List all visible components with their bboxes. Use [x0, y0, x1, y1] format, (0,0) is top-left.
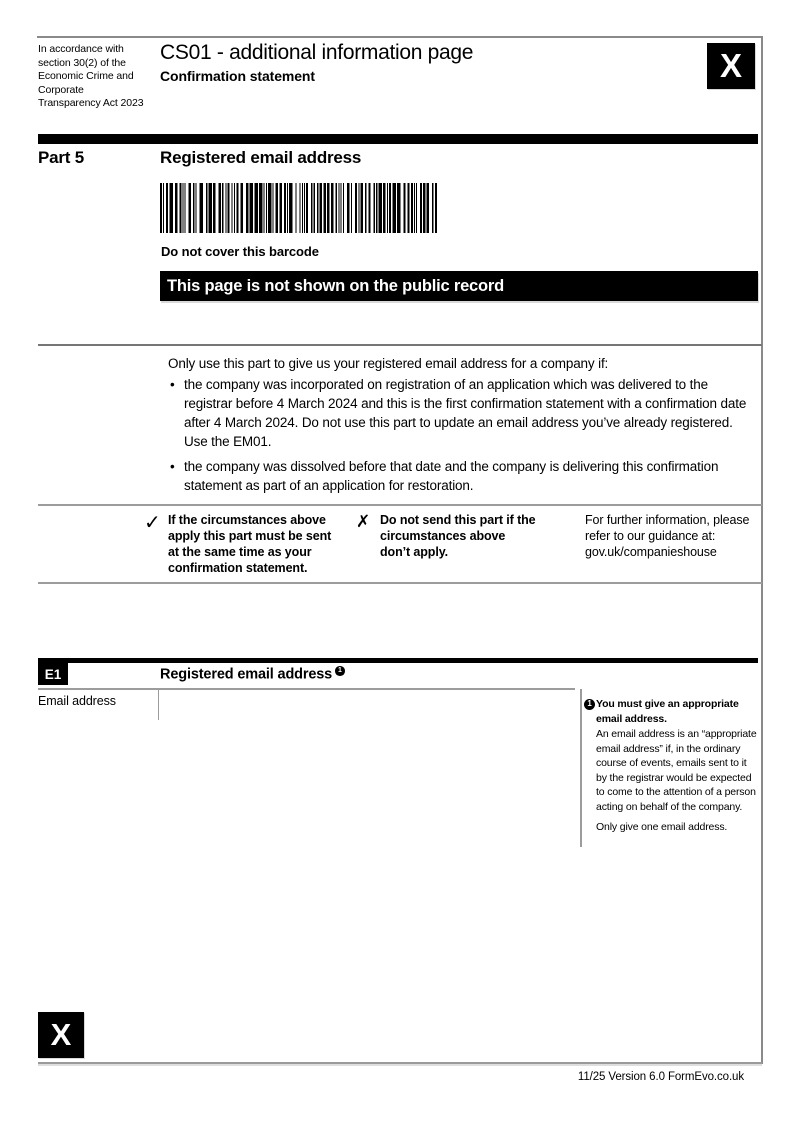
note-body: An email address is an “appropriate email address” if, in the ordinary course of events, emails sent to it by the registrar would be expected to come to the attention of a person acting on behalf of the company.: [596, 728, 757, 813]
appropriate-email-note: [584, 697, 760, 835]
note-lead: [584, 697, 760, 726]
guidance-bullet-1: [170, 375, 752, 451]
part5-heading: Registered email address: [160, 148, 362, 167]
barcode-caption: Do not cover this barcode: [161, 244, 319, 259]
divider-guidance-top: [38, 344, 762, 346]
statute-reference: In accordance with section 30(2) of the Economic Crime and Corporate Transparency Act 2023: [38, 43, 144, 109]
email-address-label: Email address: [38, 694, 116, 708]
section-e1-divider-bar: [38, 658, 758, 663]
corner-mark-letter: X: [50, 1017, 72, 1052]
version-text: 11/25 Version 6.0 FormEvo.co.uk: [577, 1071, 744, 1083]
public-record-banner: [160, 271, 758, 301]
part5-label: Part 5: [38, 148, 85, 167]
footnote-1-marker: 1: [335, 666, 345, 676]
corner-mark-top: [707, 43, 755, 89]
footnote-1-note-marker: 1: [584, 699, 595, 710]
public-record-banner-text: This page is not shown on the public record: [167, 276, 505, 295]
section-e1-badge: [38, 663, 68, 685]
guidance-url: gov.uk/companieshouse: [585, 545, 717, 559]
cross-icon: ✗: [356, 512, 371, 532]
further-information: [585, 512, 757, 560]
email-address-field-box: [158, 689, 576, 720]
section-e1-heading-text: Registered email address: [160, 666, 333, 683]
guidance-bullet-2-text: the company was dissolved before that date and the company is delivering this confirmation statement as part of an application for restoration.: [184, 459, 719, 493]
note-lead-text: You must give an appropriate email address.: [596, 698, 739, 725]
section-e1-code: E1: [44, 666, 62, 682]
guidance-bullet-1-text: the company was incorporated on registration of an application which was delivered to the registrar before 4 March 2024 and this is the first confirmation statement with a confirmation date after 4 March 2024. Do not use this part to update an email address you’ve already registered. Use the EM01.: [184, 377, 747, 449]
barcode: [160, 183, 437, 233]
page-border-bottom: [38, 1062, 762, 1064]
send-instruction: If the circumstances above apply this part must be sent at the same time as your confirmation statement.: [168, 513, 332, 575]
corner-mark-bottom: [38, 1012, 84, 1058]
corner-mark-letter: X: [719, 47, 742, 84]
divider-advice-bottom: [38, 582, 762, 584]
note-footer: Only give one email address.: [596, 821, 728, 833]
guidance-intro: Only use this part to give us your registered email address for a company if:: [168, 356, 609, 371]
note-column-border: [580, 689, 582, 847]
form-subtitle: Confirmation statement: [160, 68, 315, 84]
part5-divider-bar: [38, 134, 758, 144]
section-e1-heading: [160, 666, 345, 682]
further-information-text: For further information, please refer to our guidance at:: [585, 513, 750, 543]
page-border-top: [37, 36, 762, 38]
guidance-bullet-2: [170, 457, 752, 495]
form-title: CS01 - additional information page: [160, 41, 474, 64]
dont-send-instruction: Do not send this part if the circumstances above don’t apply.: [380, 513, 536, 559]
check-icon: ✓: [144, 510, 161, 534]
page-border-right: [761, 36, 763, 1064]
email-address-input[interactable]: [159, 689, 576, 720]
divider-advice-top: [38, 504, 762, 506]
